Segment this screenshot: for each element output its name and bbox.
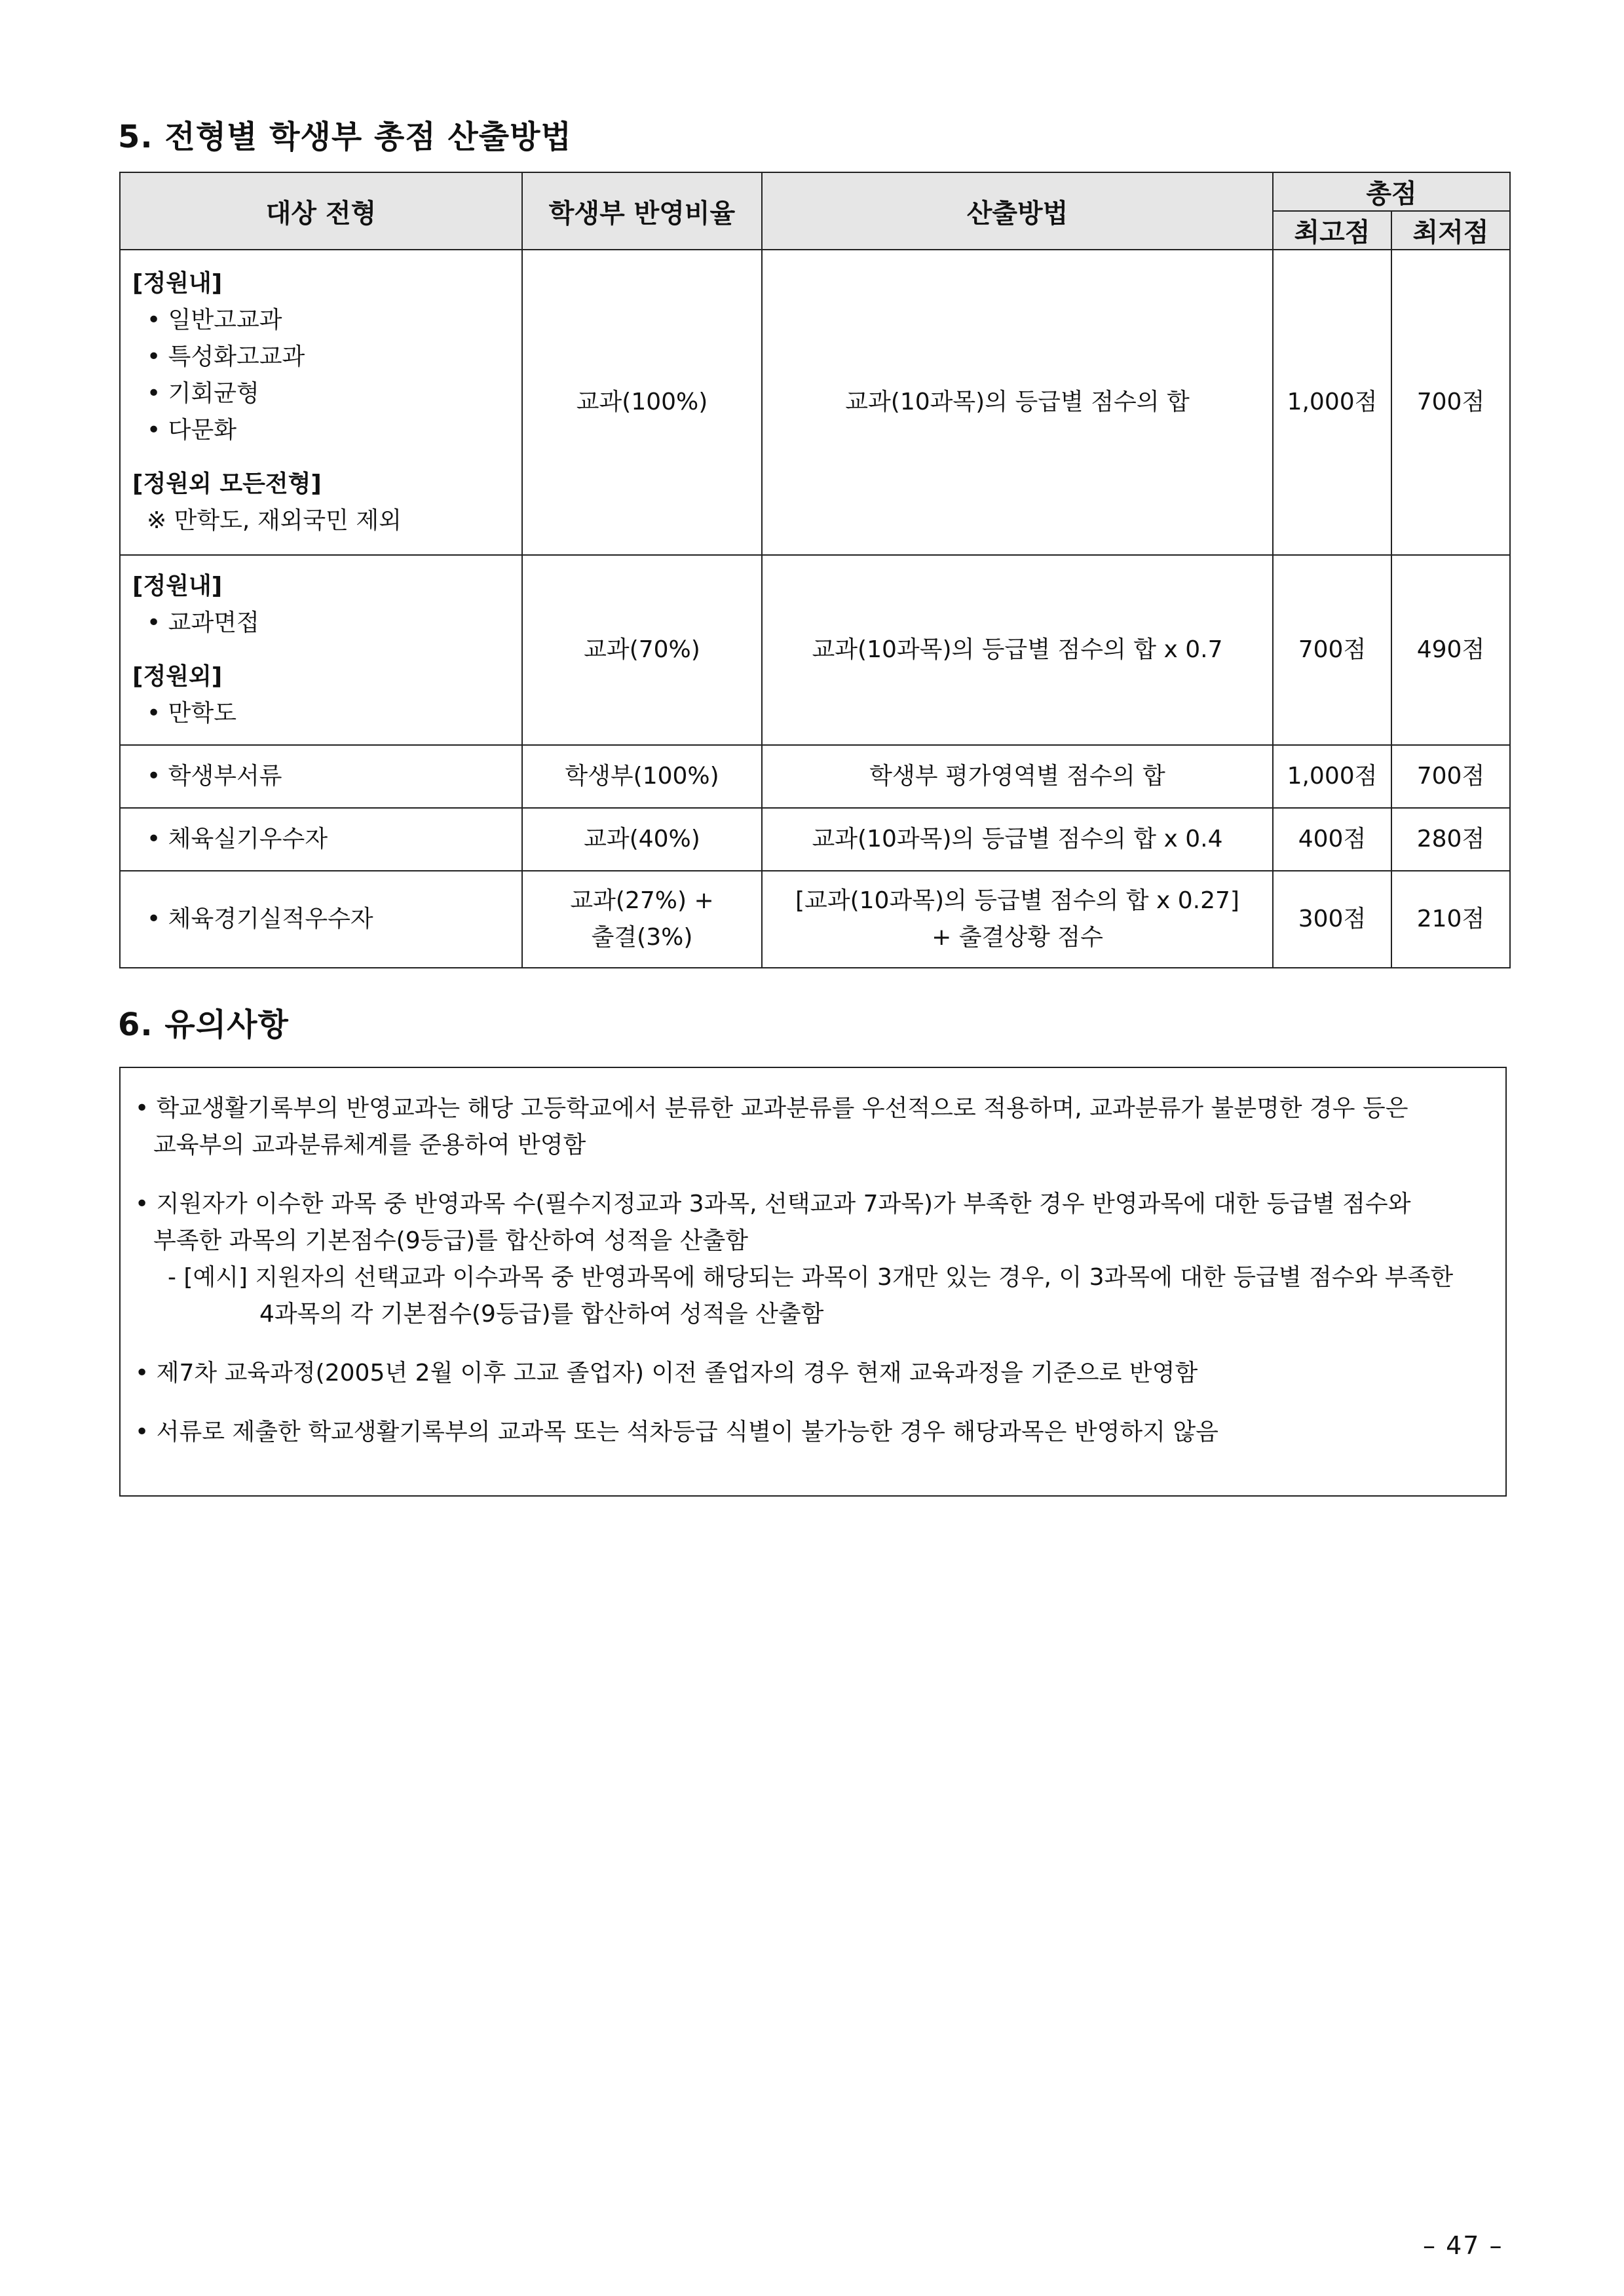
- group-label: [정원내]: [132, 270, 223, 297]
- max-cell: 700점: [1273, 555, 1391, 745]
- method-cell: 교과(10과목)의 등급별 점수의 합 x 0.7: [762, 555, 1273, 745]
- table-row: [120, 555, 1510, 745]
- group-label: [정원외 모든전형]: [132, 470, 322, 497]
- note-example-line: 4과목의 각 기본점수(9등급)를 합산하여 성적을 산출함: [259, 1301, 824, 1328]
- note-item: [135, 1090, 1490, 1164]
- method-cell: 교과(10과목)의 등급별 점수의 합: [762, 250, 1273, 555]
- list-item: • 특성화고교과: [147, 343, 305, 370]
- table-row: [120, 745, 1510, 808]
- note-line: 부족한 과목의 기본점수(9등급)를 합산하여 성적을 산출함: [153, 1227, 749, 1254]
- ratio-line: 출결(3%): [591, 924, 693, 951]
- note-line: 교육부의 교과분류체계를 준용하여 반영함: [153, 1132, 586, 1158]
- note-line: • 제7차 교육과정(2005년 2월 이후 고교 졸업자) 이전 졸업자의 경우 현재 교육과정을 기준으로 반영함: [135, 1360, 1198, 1387]
- list-item: • 체육경기실적우수자: [147, 906, 373, 932]
- header-target: 대상 전형: [120, 172, 522, 250]
- header-max: 최고점: [1273, 211, 1391, 250]
- min-cell: 490점: [1391, 555, 1510, 745]
- list-item: • 일반고교과: [147, 307, 282, 334]
- target-cell: [120, 555, 522, 745]
- target-cell: [120, 745, 522, 808]
- note-line: • 학교생활기록부의 반영교과는 해당 고등학교에서 분류한 교과분류를 우선적으로 적용하며, 교과분류가 불분명한 경우 등은: [135, 1095, 1408, 1122]
- list-item: • 만학도: [147, 700, 237, 727]
- method-cell: 학생부 평가영역별 점수의 합: [762, 745, 1273, 808]
- section-6-title: 6. 유의사항: [118, 1006, 289, 1043]
- header-total: 총점: [1273, 172, 1510, 211]
- note-item: [135, 1186, 1490, 1333]
- method-line: + 출결상황 점수: [932, 924, 1103, 951]
- min-cell: 280점: [1391, 808, 1510, 871]
- list-item: ※ 만학도, 재외국민 제외: [147, 507, 402, 534]
- group-label: [정원내]: [132, 573, 223, 600]
- ratio-cell: 교과(70%): [522, 555, 762, 745]
- section-5-title: 5. 전형별 학생부 총점 산출방법: [118, 119, 572, 155]
- header-ratio: 학생부 반영비율: [522, 172, 762, 250]
- page-number: – 47 –: [1423, 2231, 1503, 2260]
- note-line: • 지원자가 이수한 과목 중 반영과목 수(필수지정교과 3과목, 선택교과 7과목)가 부족한 경우 반영과목에 대한 등급별 점수와: [135, 1191, 1411, 1217]
- ratio-cell: 학생부(100%): [522, 745, 762, 808]
- table-row: [120, 250, 1510, 555]
- group-label: [정원외]: [132, 663, 223, 690]
- min-cell: 700점: [1391, 745, 1510, 808]
- table-row: [120, 808, 1510, 871]
- target-cell: [120, 808, 522, 871]
- table-row: [120, 871, 1510, 968]
- method-cell: [762, 871, 1273, 968]
- score-calculation-table: [119, 172, 1511, 968]
- list-item: • 다문화: [147, 417, 237, 444]
- max-cell: 1,000점: [1273, 745, 1391, 808]
- max-cell: 400점: [1273, 808, 1391, 871]
- ratio-line: 교과(27%) +: [570, 887, 714, 914]
- list-item: • 교과면접: [147, 609, 259, 636]
- header-min: 최저점: [1391, 211, 1510, 250]
- note-item: [135, 1355, 1490, 1392]
- list-item: • 체육실기우수자: [147, 826, 328, 852]
- ratio-cell: 교과(100%): [522, 250, 762, 555]
- list-item: • 학생부서류: [147, 763, 282, 790]
- list-item: • 기회균형: [147, 380, 259, 407]
- max-cell: 300점: [1273, 871, 1391, 968]
- ratio-cell: 교과(40%): [522, 808, 762, 871]
- note-example-line: - [예시] 지원자의 선택교과 이수과목 중 반영과목에 해당되는 과목이 3개만 있는 경우, 이 3과목에 대한 등급별 점수와 부족한: [168, 1264, 1454, 1291]
- notes-box: [119, 1067, 1507, 1497]
- min-cell: 210점: [1391, 871, 1510, 968]
- target-cell: [120, 871, 522, 968]
- header-method: 산출방법: [762, 172, 1273, 250]
- note-line: • 서류로 제출한 학교생활기록부의 교과목 또는 석차등급 식별이 불가능한 경우 해당과목은 반영하지 않음: [135, 1419, 1218, 1445]
- min-cell: 700점: [1391, 250, 1510, 555]
- ratio-cell: [522, 871, 762, 968]
- method-line: [교과(10과목)의 등급별 점수의 합 x 0.27]: [795, 887, 1239, 914]
- note-item: [135, 1414, 1490, 1451]
- method-cell: 교과(10과목)의 등급별 점수의 합 x 0.4: [762, 808, 1273, 871]
- max-cell: 1,000점: [1273, 250, 1391, 555]
- target-cell: [120, 250, 522, 555]
